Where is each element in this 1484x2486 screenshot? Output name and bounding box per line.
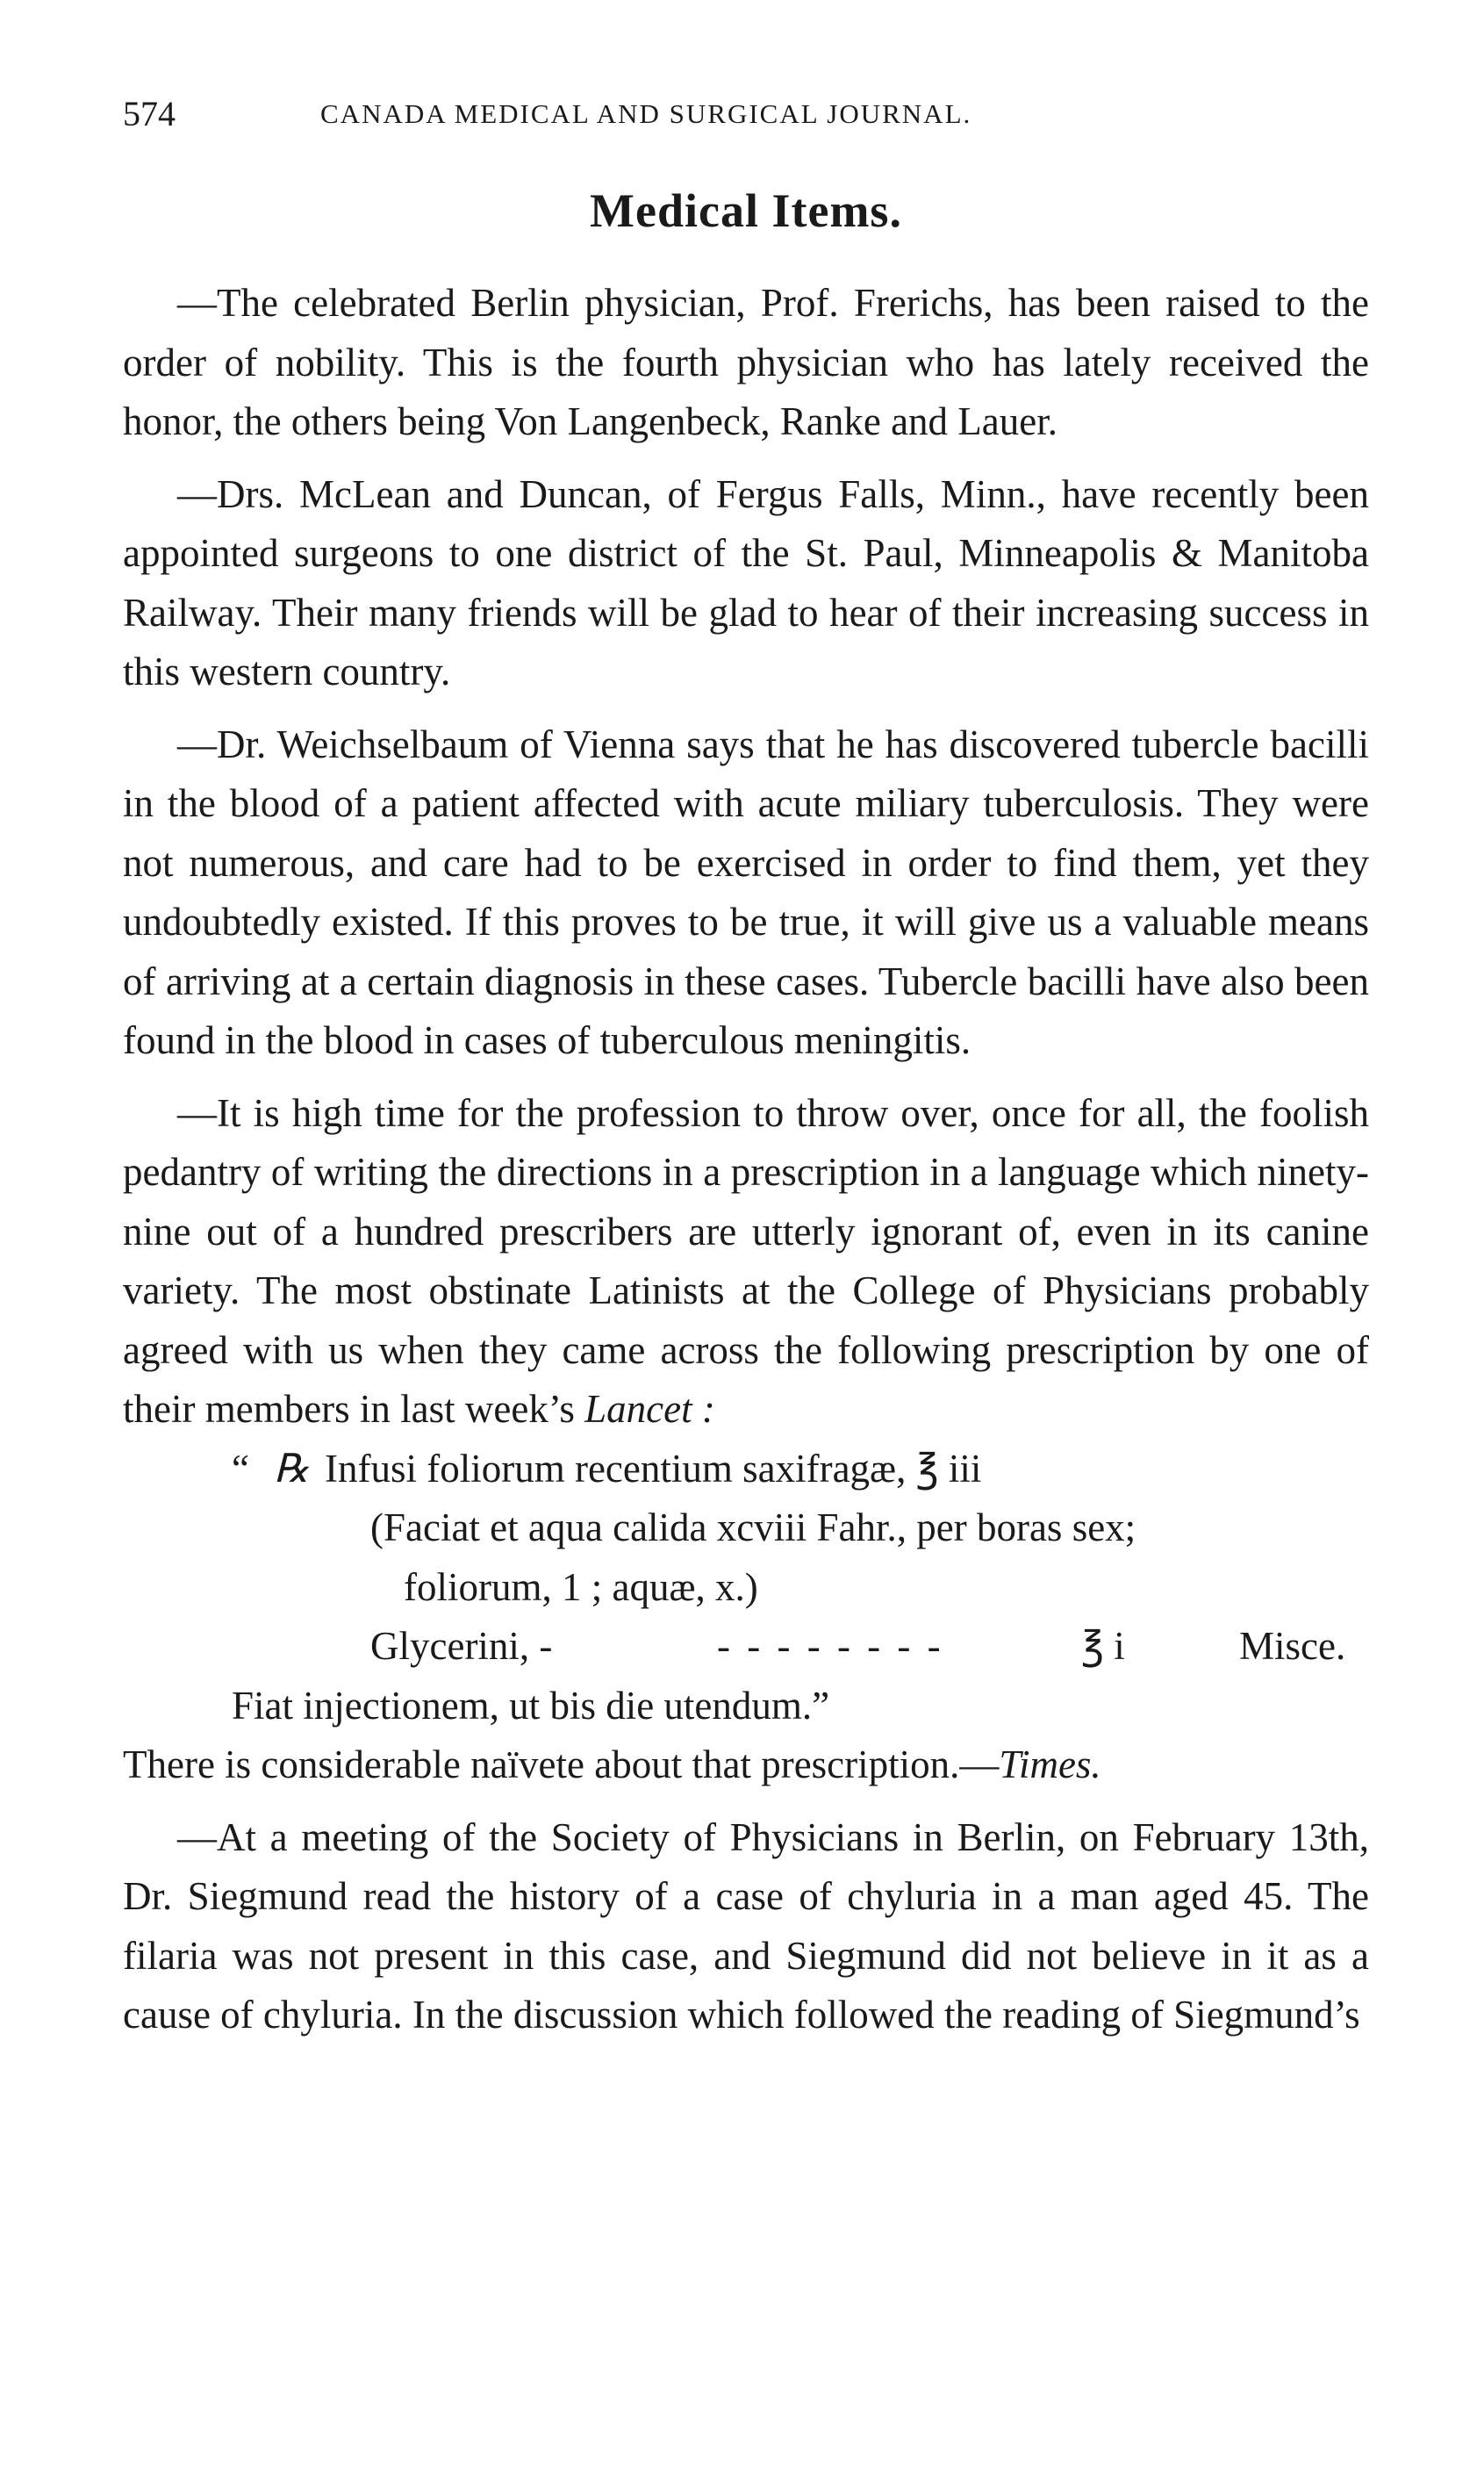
latin-paragraph-tail: : [692, 1387, 715, 1431]
recipe-symbol-icon: ℞ [274, 1446, 310, 1491]
prescription-infusion: Infusi foliorum recentium saxifragæ, ℥ iii [325, 1446, 982, 1491]
prescription-comment-text: There is considerable naïvete about that prescription.— [123, 1742, 1000, 1786]
item-latin-prescriptions [123, 1084, 1369, 1440]
item-mclean-duncan: —Drs. McLean and Duncan, of Fergus Falls, Minn., have recently been appointed surgeons to one district of the St. Paul, Minneapolis & Manitoba Railway. Their many friends will be glad to hear of their increasing success in this western country. [123, 471, 1369, 693]
source-lancet: Lancet [584, 1387, 692, 1431]
page-number: 574 [123, 94, 176, 133]
prescription-comment [123, 1735, 1369, 1795]
source-times: Times. [999, 1742, 1101, 1786]
prescription-line-2: (Faciat et aqua calida xcviii Fahr., per boras sex; [370, 1505, 1136, 1549]
prescription-line-1 [123, 1440, 1369, 1499]
glycerine-name: Glycerini, - [370, 1624, 553, 1668]
misce-label: Misce. [1239, 1624, 1346, 1668]
item-siegmund-chyluria: —At a meeting of the Society of Physicians in Berlin, on February 13th, Dr. Siegmund read the history of a case of chyluria in a man aged 45. The filaria was not present in this case, and Siegmund did not believe in it as a cause of chyluria. In the discussion which followed the reading of Siegmund’s [123, 1814, 1369, 2037]
glycerine-dashes: - - - - - - - - [717, 1624, 944, 1668]
prescription-block [123, 1440, 1369, 1736]
prescription-line-glycerine [123, 1617, 1369, 1677]
running-head: CANADA MEDICAL AND SURGICAL JOURNAL. [320, 98, 972, 129]
page-header [123, 88, 1369, 140]
prescription-line-3: foliorum, 1 ; aquæ, x.) [404, 1564, 758, 1609]
prescription-directions: Fiat injectionem, ut bis die utendum.” [232, 1683, 830, 1728]
open-quote: “ [232, 1446, 249, 1491]
article-body [123, 274, 1369, 2058]
section-title: Medical Items. [590, 184, 902, 237]
glycerine-dose: ℥ i [1081, 1624, 1125, 1668]
item-weichselbaum: —Dr. Weichselbaum of Vienna says that he has discovered tubercle bacilli in the blood of a patient affected with acute miliary tuberculosis. They were not numerous, and care had to be exercised in order to find them, yet they undoubtedly existed. If this proves to be true, it will give us a valuable means of arriving at a certain diagnosis in these cases. Tubercle bacilli have also been found in the blood in cases of tuberculous meningitis. [123, 722, 1369, 1062]
item-frerichs: —The celebrated Berlin physician, Prof. Frerichs, has been raised to the order of nobility. This is the fourth physician who has lately received the honor, the others being Von Langenbeck, Ranke and Lauer. [123, 281, 1369, 443]
latin-paragraph-text: —It is high time for the profession to throw over, once for all, the foolish pedantry of writing the directions in a prescription in a language which ninety-nine out of a hundred prescribers are utterly ignorant of, even in its canine variety. The most obstinate Latinists at the College of Physicians probably agreed with us when they came across the following prescription by one of their members in last week’s [123, 1090, 1369, 1431]
